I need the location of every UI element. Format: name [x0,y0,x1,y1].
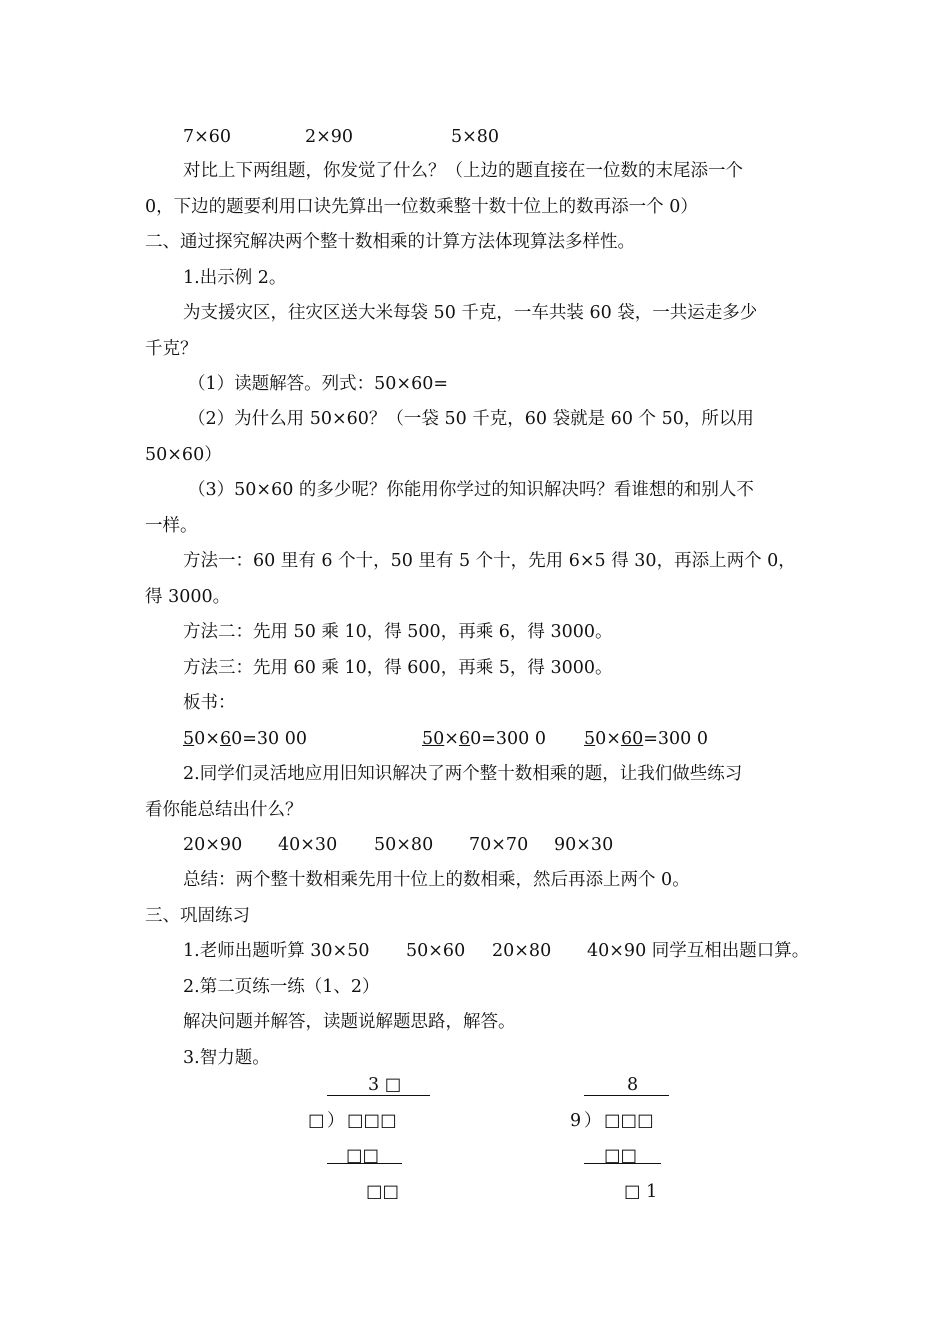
exercise-3: 50×80 [374,835,434,855]
expr-2x90: 2×90 [305,127,354,147]
item-2-line-1: 2.同学们灵活地应用旧知识解决了两个整十数相乘的题，让我们做些练习 [183,764,743,784]
board-expr-1-part-b: 0=30 00 [231,729,307,749]
method-3: 方法三：先用 60 乘 10，得 600，再乘 5，得 3000。 [183,658,613,678]
step-3-line-2: 一样。 [145,516,198,536]
exercise-2: 40×30 [278,835,338,855]
puzzle-left-divisor: □ [308,1111,325,1131]
section-3-title: 三、巩固练习 [145,906,250,926]
puzzle-right-dividend: □□□ [604,1111,654,1131]
exercise-1: 20×90 [183,835,243,855]
board-expr-2 [422,728,546,750]
item-1: 1.出示例 2。 [183,268,287,288]
exercise-5: 90×30 [554,835,614,855]
board-expr-1-part-a: 0× [194,729,220,749]
board-expr-2-digit-b: 6 [458,729,471,749]
puzzle-right-remainder: □ 1 [624,1182,658,1202]
problem-line-1: 为支援灾区，往灾区送大米每袋 50 千克，一车共装 60 袋，一共运走多少 [183,303,758,323]
item-p2: 2.第二页练一练（1、2） [183,977,380,997]
puzzle-left-dividend: □□□ [347,1111,397,1131]
puzzle-right-product: □□ [604,1146,638,1166]
puzzle-right-mid-rule [584,1163,661,1164]
step-3-line-1: （3）50×60 的多少呢？你能用你学过的知识解决吗？看谁想的和别人不 [188,480,754,500]
step-2-line-2: 50×60） [145,445,222,465]
method-2: 方法二：先用 50 乘 10，得 500，再乘 6，得 3000。 [183,622,613,642]
puzzle-left-quotient: 3 □ [368,1075,402,1095]
step-1: （1）读题解答。列式：50×60= [188,374,448,394]
puzzle-right-top-rule [584,1095,669,1096]
board-expr-1 [183,728,307,750]
drill-last: 40×90 同学互相出题口算。 [587,941,810,961]
board-expr-3 [584,728,708,750]
puzzle-right-quotient: 8 [627,1075,639,1095]
step-2-line-1: （2）为什么用 50×60？（一袋 50 千克，60 袋就是 60 个 50，所以用 [188,409,754,429]
board-expr-2-digit-a: 50 [422,729,445,749]
board-expr-3-part-b: =300 0 [643,729,708,749]
section-2-title: 二、通过探究解决两个整十数相乘的计算方法体现算法多样性。 [145,232,635,252]
puzzle-right-divisor: 9 [570,1111,582,1131]
solve-line: 解决问题并解答，读题说解题思路，解答。 [183,1012,516,1032]
board-label: 板书： [183,693,236,713]
board-expr-2-part-b: 0=300 0 [470,729,546,749]
drill-item-1: 50×60 [406,941,466,961]
puzzle-left-bracket: ） [327,1111,345,1131]
board-expr-3-digit-b: 60 [620,729,644,749]
item-3: 3.智力题。 [183,1048,270,1068]
drill-item-2: 20×80 [492,941,552,961]
exercise-4: 70×70 [469,835,529,855]
board-expr-1-digit-b: 6 [219,729,232,749]
expr-7x60: 7×60 [183,127,232,147]
compare-line-2: 0，下边的题要利用口诀先算出一位数乘整十数十位上的数再添一个 0） [145,197,698,217]
drill-intro: 1.老师出题听算 30×50 [183,941,370,961]
puzzle-left-product: □□ [346,1146,380,1166]
expr-5x80: 5×80 [451,127,500,147]
item-2-line-2: 看你能总结出什么？ [145,800,303,820]
puzzle-left-mid-rule [327,1163,402,1164]
method-1-line-2: 得 3000。 [145,587,231,607]
board-expr-3-part-a: 0× [595,729,621,749]
method-1-line-1: 方法一：60 里有 6 个十，50 里有 5 个十，先用 6×5 得 30，再添上两个 0， [183,551,796,571]
board-expr-1-digit-a: 5 [183,729,195,749]
board-expr-2-part-a: × [444,729,459,749]
puzzle-left-remainder: □□ [366,1182,400,1202]
summary: 总结：两个整十数相乘先用十位上的数相乘，然后再添上两个 0。 [183,870,690,890]
puzzle-left-top-rule [327,1095,430,1096]
compare-line-1: 对比上下两组题，你发觉了什么？（上边的题直接在一位数的末尾添一个 [183,161,743,181]
problem-line-2: 千克？ [145,339,198,359]
puzzle-right-bracket: ） [584,1111,602,1131]
board-expr-3-digit-a: 5 [584,729,596,749]
